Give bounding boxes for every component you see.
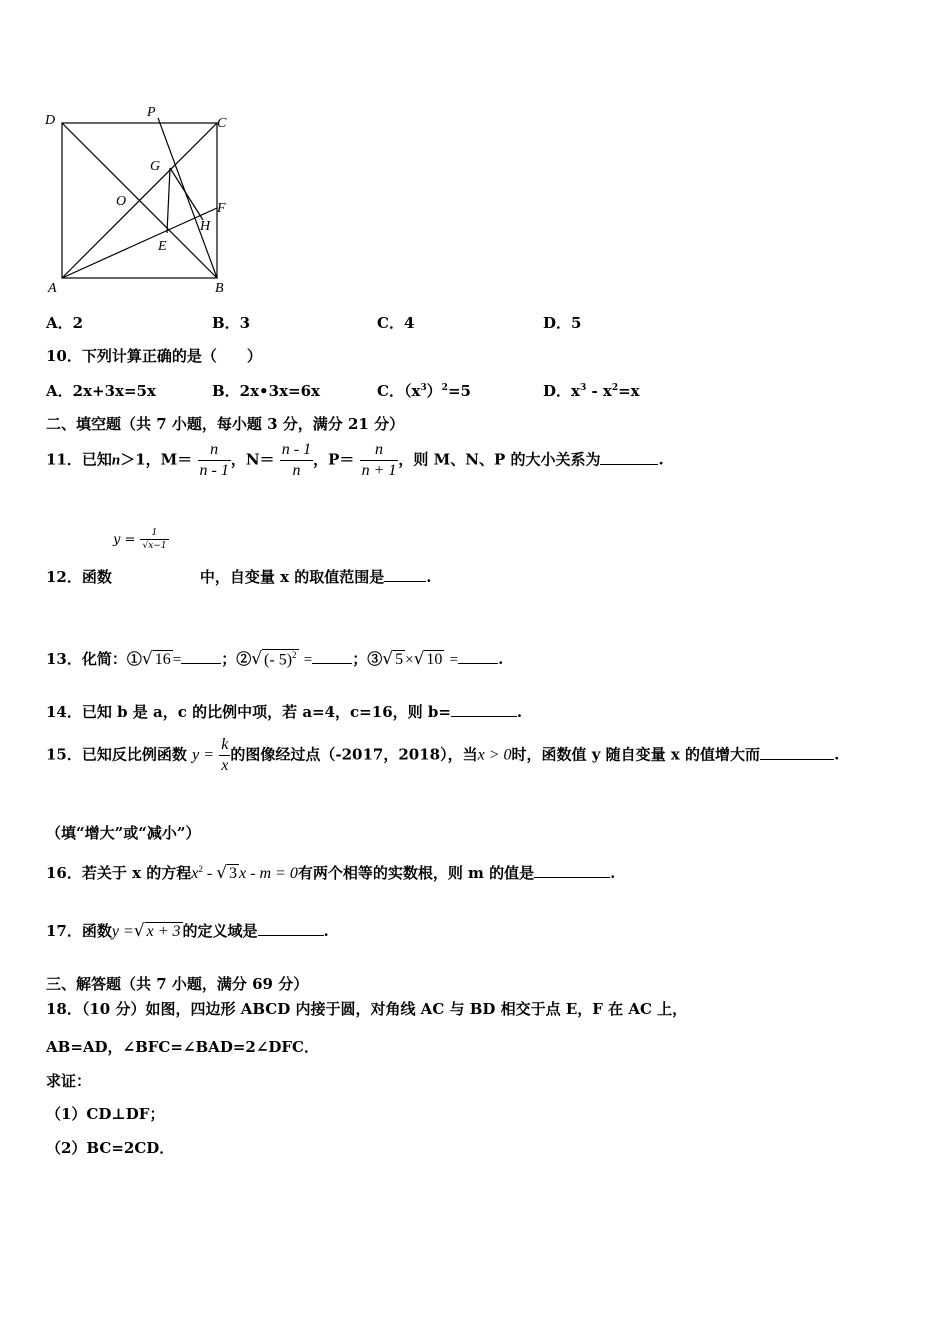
q13-radicand-3b: 10 bbox=[426, 651, 443, 668]
q18-line-4: （1）CD⊥DF； bbox=[46, 1105, 165, 1123]
q12-formula-num: 1 bbox=[140, 528, 168, 540]
q13-blank-1[interactable] bbox=[181, 649, 221, 664]
times-sign: × bbox=[405, 652, 414, 668]
q10d-post: =x bbox=[618, 382, 640, 400]
q11-var: n bbox=[111, 452, 121, 469]
sqrt-sign-3: √ bbox=[382, 649, 394, 669]
q17-answer-blank[interactable] bbox=[258, 921, 324, 936]
q16-answer-blank[interactable] bbox=[534, 863, 610, 878]
q9-option-d: D．5 bbox=[543, 314, 582, 332]
q15-cond: x > 0 bbox=[477, 746, 512, 764]
q16-pre: 16．若关于 x 的方程 bbox=[46, 864, 192, 882]
q15-answer-blank[interactable] bbox=[760, 745, 834, 760]
q13-radicand-2 bbox=[262, 649, 298, 669]
fraction-p-den: n + 1 bbox=[361, 462, 397, 479]
q13-blank-3[interactable] bbox=[458, 649, 498, 664]
fraction-x: x bbox=[221, 757, 229, 774]
q13-eq-2: = bbox=[303, 652, 313, 668]
q16-eq-b: - bbox=[202, 865, 217, 882]
q12-formula bbox=[113, 528, 169, 552]
q13-end: . bbox=[498, 650, 504, 668]
q13-pre: 13．化简：① bbox=[46, 650, 142, 668]
segment-ge bbox=[167, 168, 170, 233]
q10d-sup1: 3 bbox=[579, 383, 587, 393]
q17 bbox=[46, 920, 329, 941]
q12-formula-lhs: 𝑦 = bbox=[113, 532, 136, 548]
fraction-m-num: n bbox=[198, 440, 231, 461]
q11-answer-blank[interactable] bbox=[600, 450, 658, 465]
q11 bbox=[46, 440, 664, 481]
q10-option-c bbox=[377, 380, 471, 401]
section-2-heading: 二、填空题（共 7 小题，每小题 3 分，满分 21 分） bbox=[46, 415, 405, 433]
q12-post: 中，自变量 x 的取值范围是 bbox=[199, 568, 385, 586]
q10d-sup2: 2 bbox=[611, 383, 619, 393]
label-e: E bbox=[158, 239, 167, 254]
q14-end: . bbox=[516, 703, 523, 721]
q13-sep-2: ；③ bbox=[352, 650, 383, 668]
q15 bbox=[46, 735, 839, 776]
label-h: H bbox=[200, 219, 211, 234]
fraction-p-num: n bbox=[360, 440, 399, 461]
q13-sep-1: ；② bbox=[221, 650, 252, 668]
sqrt-sign-2: √ bbox=[251, 649, 263, 669]
q10-stem: 10．下列计算正确的是（ ） bbox=[46, 347, 262, 365]
q13-eq-1: = bbox=[172, 652, 182, 668]
label-c: C bbox=[217, 116, 227, 131]
q17-post: 的定义域是 bbox=[182, 922, 258, 940]
fraction-n-num: n - 1 bbox=[280, 440, 313, 461]
fraction-m bbox=[198, 440, 231, 481]
label-b: B bbox=[215, 281, 224, 296]
q14 bbox=[46, 701, 522, 722]
q11-end: . bbox=[658, 450, 664, 469]
q16-eq-sup: 2 bbox=[198, 864, 203, 874]
q17-y-eq: y = bbox=[111, 923, 134, 940]
fraction-n bbox=[280, 440, 313, 481]
fraction-n-den: n bbox=[292, 462, 301, 479]
q15-y-eq: y = bbox=[192, 746, 215, 764]
q12-pre: 12．函数 bbox=[46, 568, 112, 586]
sqrt-sign-5: √ bbox=[216, 863, 228, 883]
label-p: P bbox=[147, 105, 156, 120]
q15-end: . bbox=[834, 745, 840, 764]
label-f: F bbox=[217, 201, 226, 216]
section-3-heading: 三、解答题（共 7 小题，满分 69 分） bbox=[46, 975, 309, 993]
q14-text: 14．已知 b 是 a，c 的比例中项，若 a=4，c=16，则 b= bbox=[46, 703, 451, 721]
q16-radicand: 3 bbox=[229, 865, 238, 882]
label-o: O bbox=[116, 194, 127, 209]
q12-end: . bbox=[426, 568, 432, 586]
q16-eq-a: x bbox=[191, 865, 199, 882]
segment-pb bbox=[158, 118, 217, 278]
q13-radicand-1: 16 bbox=[154, 651, 171, 668]
q9-option-c: C．4 bbox=[377, 314, 415, 332]
q17-end: . bbox=[323, 922, 329, 940]
q15-pre: 15．已知反比例函数 bbox=[46, 745, 187, 764]
q16-post: 有两个相等的实数根，则 m 的值是 bbox=[297, 864, 535, 882]
label-a: A bbox=[48, 281, 57, 296]
geometry-figure bbox=[40, 100, 240, 300]
q10d-pre: D．x bbox=[543, 382, 580, 400]
q10c-post: =5 bbox=[447, 382, 471, 400]
q9-option-a: A．2 bbox=[46, 314, 84, 332]
q15-post: 时，函数值 y 随自变量 x 的值增大而 bbox=[511, 745, 761, 764]
q18-line-1: 18．（10 分）如图，四边形 ABCD 内接于圆，对角线 AC 与 BD 相交于点 E，F 在 AC 上， bbox=[46, 1000, 688, 1018]
label-g: G bbox=[150, 159, 161, 174]
q18-line-5: （2）BC=2CD． bbox=[46, 1139, 175, 1157]
fraction-k: k bbox=[219, 735, 230, 756]
q11-cond: ＞1，M＝ bbox=[120, 450, 193, 469]
q15-line2: （填“增大”或“减小”） bbox=[46, 824, 201, 842]
q13-eq-3: = bbox=[449, 652, 459, 668]
q18-line-3: 求证： bbox=[46, 1072, 92, 1090]
q13 bbox=[46, 648, 503, 669]
q17-pre: 17．函数 bbox=[46, 922, 112, 940]
fraction-p bbox=[360, 440, 399, 481]
sqrt-sign-6: √ bbox=[133, 921, 145, 941]
q18-line-2: AB=AD，∠BFC=∠BAD=2∠DFC． bbox=[46, 1038, 319, 1056]
q10c-sup1: 3 bbox=[420, 383, 427, 393]
q10-option-d bbox=[543, 380, 640, 401]
q16 bbox=[46, 862, 615, 883]
q10-option-b: B．2x•3x=6x bbox=[212, 382, 320, 400]
q13-radicand-3a: 5 bbox=[395, 651, 404, 668]
segment-af bbox=[62, 208, 217, 278]
q11-pre: 11．已知 bbox=[46, 450, 112, 469]
label-d: D bbox=[45, 113, 56, 128]
fraction-k-over-x bbox=[219, 735, 230, 776]
q10c-sup2: 2 bbox=[441, 383, 448, 393]
sqrt-sign-1: √ bbox=[141, 649, 153, 669]
q16-eq-c: x - m = 0 bbox=[239, 865, 298, 882]
q10c-pre: C．（x bbox=[377, 382, 421, 400]
q13-blank-2[interactable] bbox=[312, 649, 352, 664]
q13-radicand-2-sup: 2 bbox=[292, 649, 297, 660]
q10c-mid: ） bbox=[426, 382, 442, 400]
q12-formula-den: √𝑥−1 bbox=[142, 541, 167, 551]
q16-end: . bbox=[610, 864, 616, 882]
q12-answer-blank[interactable] bbox=[384, 567, 426, 582]
q12 bbox=[46, 566, 432, 587]
q15-mid: 的图像经过点（-2017，2018），当 bbox=[230, 745, 478, 764]
q10-option-a: A．2x+3x=5x bbox=[46, 382, 156, 400]
q17-radicand: x + 3 bbox=[146, 923, 181, 940]
q11-p-label: ，P＝ bbox=[313, 450, 355, 469]
q11-n-label: ，N＝ bbox=[230, 450, 275, 469]
q10d-mid: - x bbox=[586, 382, 612, 400]
sqrt-sign-4: √ bbox=[413, 649, 425, 669]
fraction-m-den: n - 1 bbox=[199, 462, 229, 479]
segment-gh bbox=[170, 168, 203, 220]
q14-answer-blank[interactable] bbox=[451, 702, 517, 717]
q9-option-b: B．3 bbox=[212, 314, 251, 332]
q13-radicand-2-text: (- 5) bbox=[264, 651, 293, 668]
q11-post: ，则 M、N、P 的大小关系为 bbox=[398, 450, 601, 469]
